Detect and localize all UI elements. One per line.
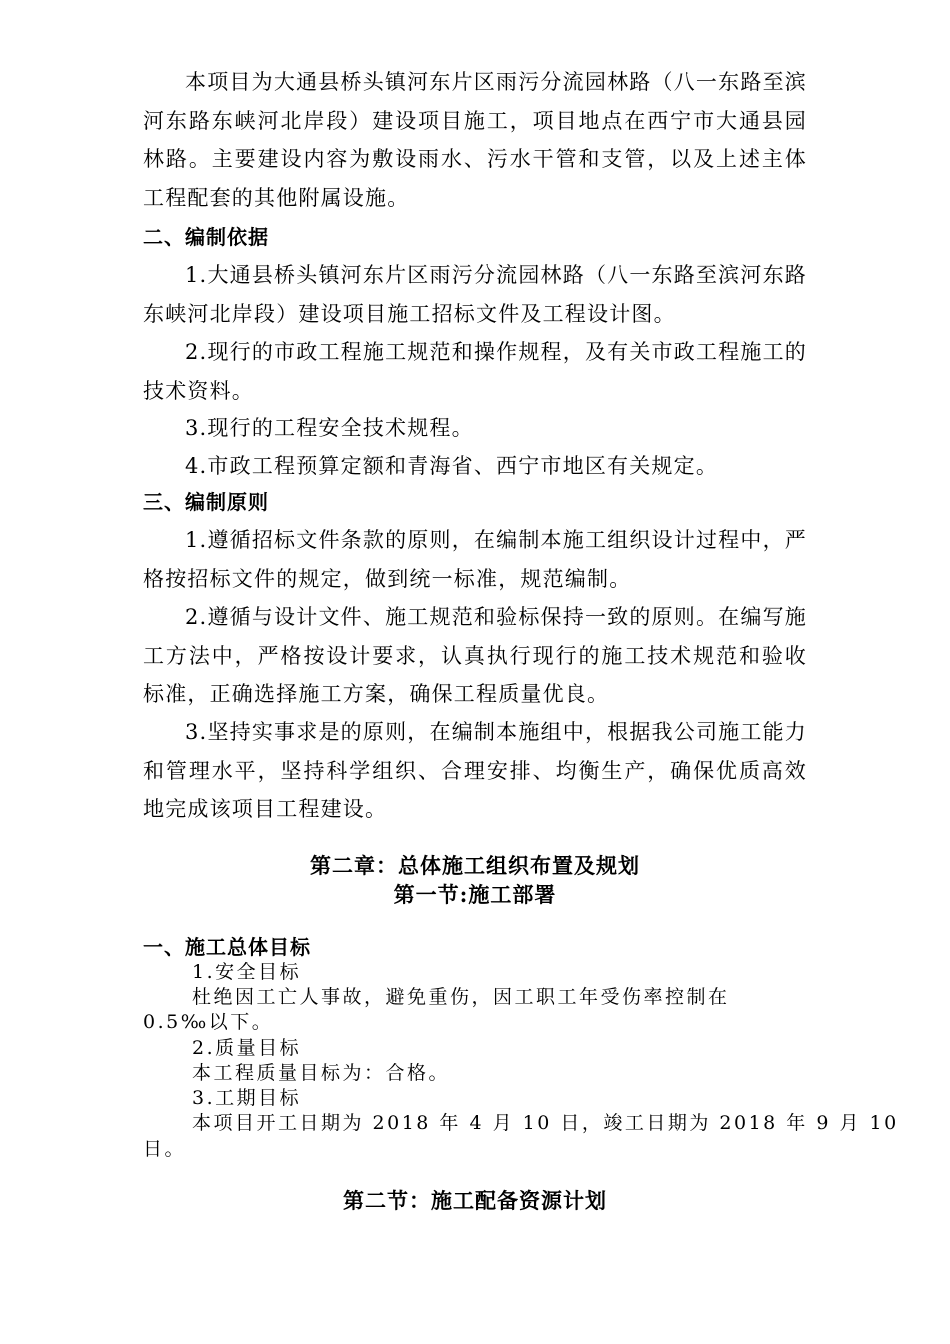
basis-item-2: 2.现行的市政工程施工规范和操作规程，及有关市政工程施工的技术资料。 bbox=[143, 340, 807, 403]
intro-paragraph: 本项目为大通县桥头镇河东片区雨污分流园林路（八一东路至滨河东路东峡河北岸段）建设项目施工，项目地点在西宁市大通县园林路。主要建设内容为敷设雨水、污水干管和支管，以及上述主体工程配套的其他附属设施。 bbox=[143, 70, 807, 210]
basis-item-1: 1.大通县桥头镇河东片区雨污分流园林路（八一东路至滨河东路东峡河北岸段）建设项目施工招标文件及工程设计图。 bbox=[143, 263, 807, 326]
section-title-2: 第二节：施工配备资源计划 bbox=[343, 1188, 607, 1213]
schedule-goal-text: 本项目开工日期为 2018 年 4 月 10 日，竣工日期为 2018 年 9 月 10 bbox=[192, 1112, 899, 1134]
principle-item-3: 3.坚持实事求是的原则，在编制本施组中，根据我公司施工能力和管理水平，坚持科学组织、合理安排、均衡生产，确保优质高效地完成该项目工程建设。 bbox=[143, 720, 807, 821]
schedule-goal-label: 3.工期目标 bbox=[192, 1087, 302, 1109]
safety-goal-label: 1.安全目标 bbox=[192, 961, 302, 983]
principle-item-1: 1.遵循招标文件条款的原则，在编制本施工组织设计过程中，严格按招标文件的规定，做到统一标准，规范编制。 bbox=[143, 528, 807, 591]
principle-item-2: 2.遵循与设计文件、施工规范和验标保持一致的原则。在编写施工方法中，严格按设计要求，认真执行现行的施工技术规范和验收标准，正确选择施工方案，确保工程质量优良。 bbox=[143, 605, 807, 706]
chapter-title: 第二章：总体施工组织布置及规划 bbox=[310, 853, 640, 878]
safety-goal-text-cont: 0.5‰以下。 bbox=[143, 1011, 274, 1033]
basis-item-3: 3.现行的工程安全技术规程。 bbox=[185, 416, 474, 440]
principles-heading: 三、编制原则 bbox=[143, 490, 269, 514]
schedule-goal-text-cont: 日。 bbox=[143, 1138, 187, 1160]
safety-goal-text: 杜绝因工亡人事故，避免重伤，因工职工年受伤率控制在 bbox=[192, 986, 730, 1008]
basis-item-4: 4.市政工程预算定额和青海省、西宁市地区有关规定。 bbox=[185, 454, 719, 478]
goals-heading: 一、施工总体目标 bbox=[143, 935, 311, 959]
section-title-1: 第一节:施工部署 bbox=[393, 882, 557, 907]
quality-goal-text: 本工程质量目标为：合格。 bbox=[192, 1062, 451, 1084]
basis-heading: 二、编制依据 bbox=[143, 225, 269, 249]
quality-goal-label: 2.质量目标 bbox=[192, 1037, 302, 1059]
